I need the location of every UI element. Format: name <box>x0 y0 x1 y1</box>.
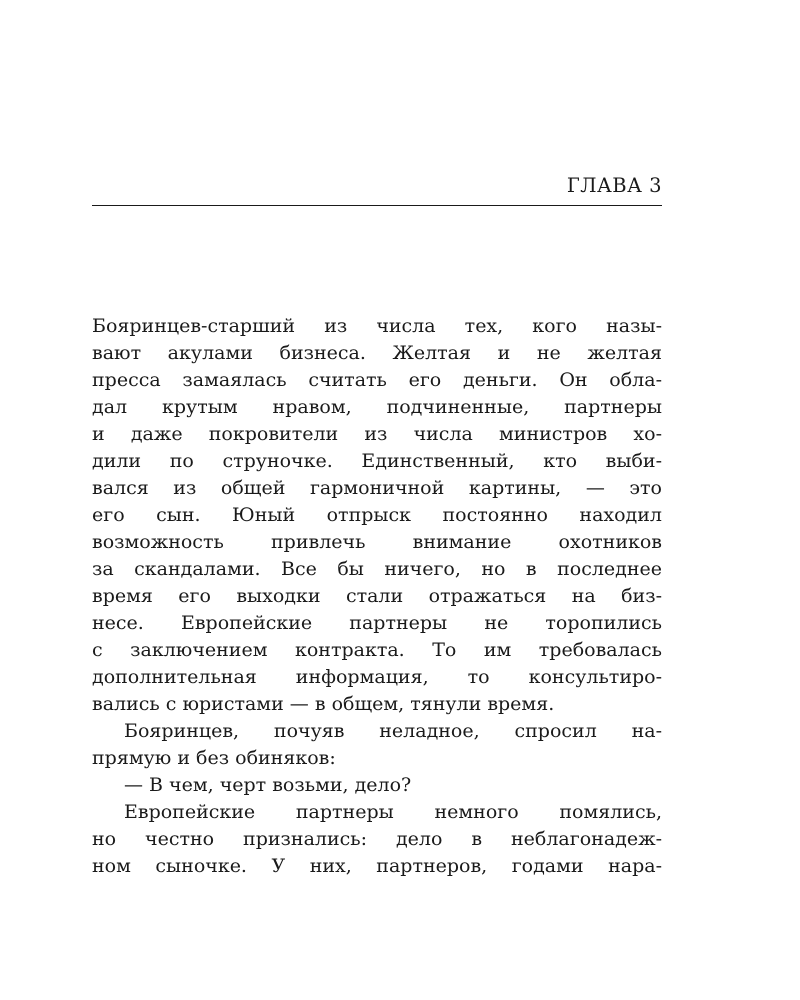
text-line: Бояринцев-старший из числа тех, кого назы- <box>92 315 662 337</box>
text-line: прямую и без обиняков: <box>92 747 336 769</box>
text-line: Бояринцев, почуяв неладное, спросил на- <box>124 720 662 742</box>
text-line: пресса замаялась считать его деньги. Он обла- <box>92 369 662 391</box>
chapter-header <box>92 168 662 206</box>
text-line: несе. Европейские партнеры не торопились <box>92 612 662 634</box>
body-text <box>92 313 662 880</box>
text-line: вались с юристами — в общем, тянули время. <box>92 693 555 715</box>
text-line: дополнительная информация, то консультиро- <box>92 666 662 688</box>
text-line: его сын. Юный отпрыск постоянно находил <box>92 504 662 526</box>
chapter-title: ГЛАВА 3 <box>566 174 662 197</box>
text-line: Европейские партнеры немного помялись, <box>124 801 662 823</box>
text-line: и даже покровители из числа министров хо- <box>92 423 662 445</box>
text-line: дал крутым нравом, подчиненные, партнеры <box>92 396 662 418</box>
text-line: с заключением контракта. То им требовалась <box>92 639 662 661</box>
text-line: возможность привлечь внимание охотников <box>92 531 662 553</box>
text-line: вался из общей гармоничной картины, — это <box>92 477 662 499</box>
text-line: вают акулами бизнеса. Желтая и не желтая <box>92 342 662 364</box>
text-line: время его выходки стали отражаться на биз- <box>92 585 662 607</box>
text-line: за скандалами. Все бы ничего, но в последнее <box>92 558 662 580</box>
text-line: дили по струночке. Единственный, кто выби- <box>92 450 662 472</box>
text-line: — В чем, черт возьми, дело? <box>124 774 412 796</box>
text-line: но честно признались: дело в неблагонадеж- <box>92 828 662 850</box>
text-line: ном сыночке. У них, партнеров, годами нара- <box>92 855 662 877</box>
